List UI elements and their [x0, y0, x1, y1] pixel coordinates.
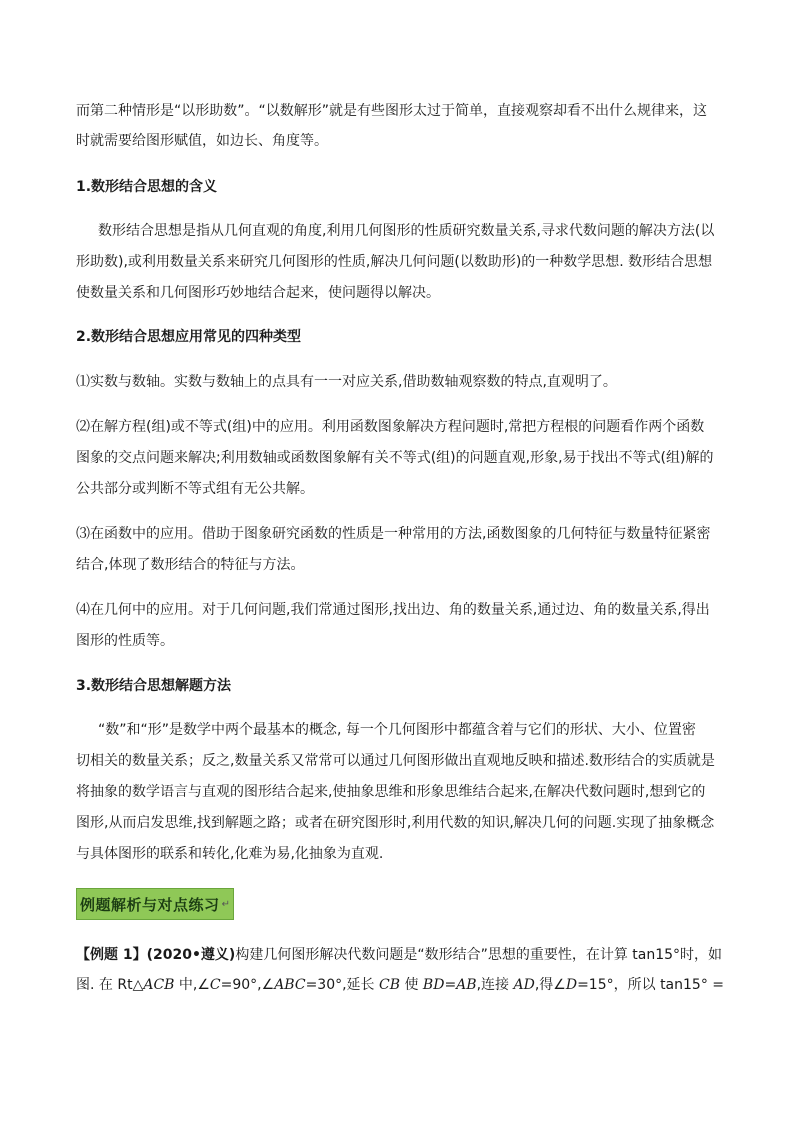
section-2-item-3-line-1: ⑶在函数中的应用。借助于图象研究函数的性质是一种常用的方法,函数图象的几何特征与数量特征紧密	[76, 526, 711, 542]
example-text-part: =	[444, 977, 457, 993]
intro-line-1: 而第二种情形是“以形助数”。“以数解形”就是有些图形太过于简单，直接观察却看不出什么规律来，这	[76, 103, 708, 119]
example-text: 构建几何图形解决代数问题是“数形结合”思想的重要性，在计算 tan15°时，如	[235, 947, 723, 963]
section-3-heading: 3.数形结合思想解题方法	[76, 678, 232, 694]
example-text-part: ,得∠	[534, 977, 566, 993]
paragraph-mark-icon: ↵	[221, 898, 230, 910]
example-text-part: =90°,∠	[220, 977, 275, 993]
section-2-item-2-line-1: ⑵在解方程(组)或不等式(组)中的应用。利用函数图象解决方程问题时,常把方程根的问题看作两个函数	[76, 419, 705, 435]
example-text-part: =30°,延长	[305, 977, 380, 993]
example-text-part: ,连接	[476, 977, 514, 993]
section-1-line-1: 数形结合思想是指从几何直观的角度,利用几何图形的性质研究数量关系,寻求代数问题的解决方法(以	[98, 223, 715, 239]
section-3-line-4: 图形,从而启发思维,找到解题之路；或者在研究图形时,利用代数的知识,解决几何的问题.实现了抽象概念	[76, 815, 715, 831]
section-1-line-2: 形助数),或利用数量关系来研究几何图形的性质,解决几何问题(以数助形)的一种数学思想. 数形结合思想	[76, 254, 713, 270]
section-1-line-3: 使数量关系和几何图形巧妙地结合起来，使问题得以解决。	[76, 285, 440, 301]
example-1-line-1	[76, 946, 722, 964]
math-var: BD	[422, 977, 445, 993]
section-3-line-1: “数”和“形”是数学中两个最基本的概念, 每一个几何图形中都蕴含着与它们的形状、大小、位置密	[98, 722, 696, 738]
intro-line-2: 时就需要给图形赋值，如边长、角度等。	[76, 133, 328, 149]
example-text-part: 图. 在 Rt△	[76, 977, 144, 993]
section-3-line-5: 与具体图形的联系和转化,化难为易,化抽象为直观.	[76, 846, 384, 862]
example-text-part: 中,∠	[174, 977, 210, 993]
section-2-heading: 2.数形结合思想应用常见的四种类型	[76, 329, 302, 345]
section-3-line-2: 切相关的数量关系；反之,数量关系又常常可以通过几何图形做出直观地反映和描述.数形结合的实质就是	[76, 753, 715, 769]
section-2-item-4-line-1: ⑷在几何中的应用。对于几何问题,我们常通过图形,找出边、角的数量关系,通过边、角的数量关系,得出	[76, 602, 710, 618]
banner-title: 例题解析与对点练习	[80, 895, 220, 914]
example-text-part: 使	[400, 977, 423, 993]
example-source: (2020•遵义)	[146, 947, 236, 963]
math-var: ABC	[274, 977, 306, 993]
example-text-part: =15°，所以 tan15° =	[577, 977, 725, 993]
example-1-line-2	[76, 976, 724, 994]
example-section-banner	[76, 888, 234, 920]
section-1-heading: 1.数形结合思想的含义	[76, 179, 218, 195]
section-2-item-1-line-1: ⑴实数与数轴。实数与数轴上的点具有一一对应关系,借助数轴观察数的特点,直观明了。	[76, 374, 617, 390]
math-var: AB	[456, 977, 477, 993]
math-var: D	[565, 977, 578, 993]
math-var: CB	[379, 977, 401, 993]
math-var: ACB	[143, 977, 175, 993]
section-2-item-2-line-2: 图象的交点问题来解决;利用数轴或函数图象解有关不等式(组)的问题直观,形象,易于找出不等式(组)解的	[76, 450, 714, 466]
section-2-item-3-line-2: 结合,体现了数形结合的特征与方法。	[76, 557, 305, 573]
example-label: 【例题 1】	[76, 947, 147, 963]
math-var: C	[209, 977, 221, 993]
math-var: AD	[513, 977, 535, 993]
section-3-line-3: 将抽象的数学语言与直观的图形结合起来,使抽象思维和形象思维结合起来,在解决代数问题时,想到它的	[76, 784, 706, 800]
section-2-item-2-line-3: 公共部分或判断不等式组有无公共解。	[76, 481, 314, 497]
section-2-item-4-line-2: 图形的性质等。	[76, 633, 174, 649]
